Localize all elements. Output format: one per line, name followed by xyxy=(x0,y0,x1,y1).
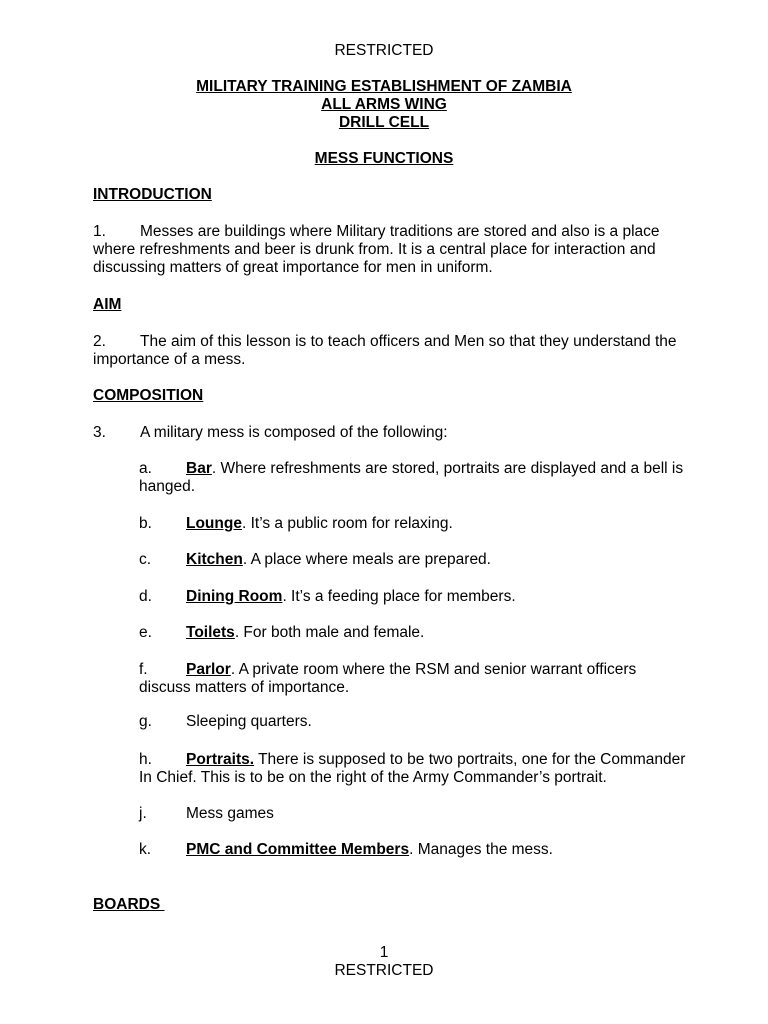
paragraph-number: 3. xyxy=(93,424,106,441)
aim-heading: AIM xyxy=(93,296,122,313)
item-text: Mess games xyxy=(186,805,274,822)
item-term: Kitchen xyxy=(186,551,243,568)
item-text-continued: discuss matters of importance. xyxy=(139,679,350,696)
boards-heading: BOARDS xyxy=(93,896,165,913)
list-item xyxy=(139,713,312,731)
title-line-2: ALL ARMS WING xyxy=(321,96,447,113)
item-letter: j. xyxy=(139,805,147,822)
introduction-paragraph xyxy=(93,223,660,277)
item-letter: k. xyxy=(139,841,152,858)
paragraph-number: 1. xyxy=(93,223,106,240)
item-term: Lounge xyxy=(186,515,242,532)
item-text: . For both male and female. xyxy=(234,624,425,641)
item-text: . It’s a feeding place for members. xyxy=(282,588,516,605)
item-text: . It’s a public room for relaxing. xyxy=(241,515,453,532)
paragraph-text: The aim of this lesson is to teach officers and Men so that they understand the xyxy=(140,333,677,350)
paragraph-text: discussing matters of great importance for men in uniform. xyxy=(93,259,493,276)
composition-intro xyxy=(93,424,448,442)
item-text: . A place where meals are prepared. xyxy=(242,551,491,568)
header-classification: RESTRICTED xyxy=(334,42,434,59)
item-term: Portraits. xyxy=(186,751,255,768)
item-text: Sleeping quarters. xyxy=(186,713,312,730)
list-item xyxy=(139,751,685,787)
list-item xyxy=(139,551,491,569)
item-text: There is supposed to be two portraits, one for the Commander xyxy=(254,751,686,768)
item-letter: a. xyxy=(139,460,152,477)
list-item xyxy=(139,460,683,496)
title-line-3: DRILL CELL xyxy=(338,114,430,131)
item-text: . Where refreshments are stored, portraits are displayed and a bell is xyxy=(211,460,684,477)
item-term: Bar xyxy=(186,460,212,477)
page-number: 1 xyxy=(379,944,389,961)
introduction-heading: INTRODUCTION xyxy=(93,186,212,203)
item-term: Dining Room xyxy=(186,588,283,605)
list-item xyxy=(139,805,274,823)
item-letter: d. xyxy=(139,588,152,605)
item-letter: g. xyxy=(139,713,152,730)
list-item xyxy=(139,841,553,859)
list-item xyxy=(139,588,516,606)
aim-paragraph xyxy=(93,333,677,369)
item-letter: f. xyxy=(139,661,148,678)
title-line-1: MILITARY TRAINING ESTABLISHMENT OF ZAMBIA xyxy=(196,78,572,95)
item-term: PMC and Committee Members xyxy=(186,841,410,858)
item-text: . Manages the mess. xyxy=(409,841,553,858)
item-term: Parlor xyxy=(186,661,231,678)
list-item xyxy=(139,661,636,697)
paragraph-text: Messes are buildings where Military traditions are stored and also is a place xyxy=(140,223,660,240)
item-text: . A private room where the RSM and senior warrant officers xyxy=(230,661,637,678)
paragraph-text: A military mess is composed of the following: xyxy=(140,424,448,441)
composition-heading: COMPOSITION xyxy=(93,387,204,404)
item-text-continued: In Chief. This is to be on the right of the Army Commander’s portrait. xyxy=(139,769,607,786)
paragraph-number: 2. xyxy=(93,333,106,350)
item-letter: b. xyxy=(139,515,152,532)
item-letter: c. xyxy=(139,551,152,568)
paragraph-text: where refreshments and beer is drunk from. It is a central place for interaction and xyxy=(93,241,656,258)
document-subject: MESS FUNCTIONS xyxy=(314,150,454,167)
list-item xyxy=(139,515,453,533)
footer-classification: RESTRICTED xyxy=(334,962,434,979)
item-letter: h. xyxy=(139,751,152,768)
item-term: Toilets xyxy=(186,624,235,641)
item-text-continued: hanged. xyxy=(139,478,196,495)
paragraph-text: importance of a mess. xyxy=(93,351,246,368)
list-item xyxy=(139,624,424,642)
item-letter: e. xyxy=(139,624,152,641)
